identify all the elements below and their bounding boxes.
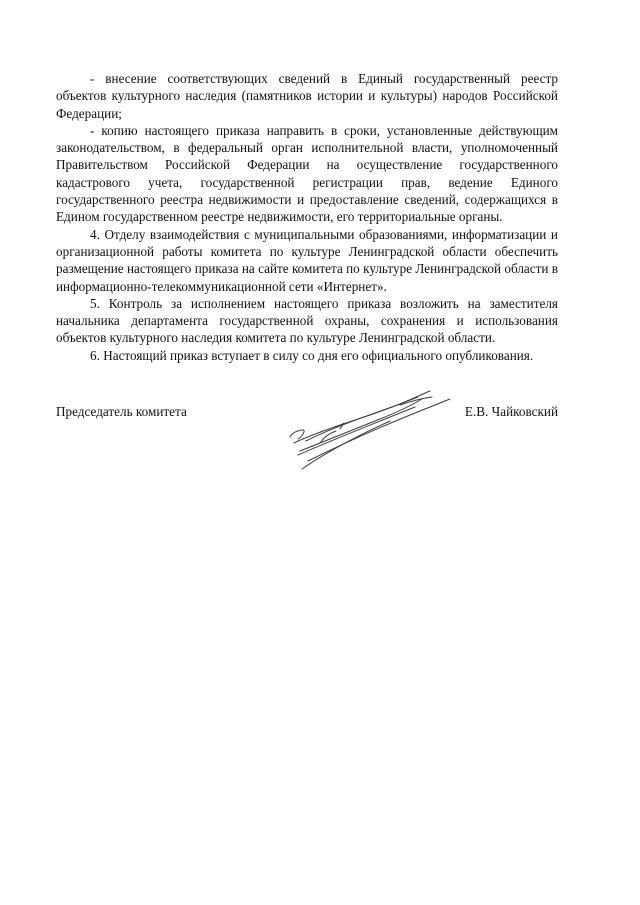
paragraph-item-4: 4. Отделу взаимодействия с муниципальными образованиями, информатизации и организационной работы комитета по культуре Ленинградской области обеспечить размещение настоящего приказа на сайте комитета по культуре Ленинградской области в информационно-телекоммуникационной сети «Интернет».: [56, 226, 558, 294]
paragraph-send-copy: - копию настоящего приказа направить в сроки, установленные действующим законодательством, в федеральный орган исполнительной власти, уполномоченный Правительством Российской Федерации на осуществление государственного кадастрового учета, государственной регистрации прав, ведение Единого государственного реестра недвижимости и предоставление сведений, содержащихся в Едином государственном реестре недвижимости, его территориальные органы.: [56, 122, 558, 225]
paragraph-registry-entry: - внесение соответствующих сведений в Единый государственный реестр объектов культурного наследия (памятников истории и культуры) народов Российской Федерации;: [56, 71, 558, 121]
handwritten-signature: [280, 385, 465, 475]
signatory-title: Председатель комитета: [56, 404, 187, 419]
paragraph-item-6: 6. Настоящий приказ вступает в силу со дня его официального опубликования.: [90, 347, 534, 363]
paragraph-item-5: 5. Контроль за исполнением настоящего приказа возложить на заместителя начальника департамента государственной охраны, сохранения и использования объектов культурного наследия комитета по культуре Ленинградской области.: [56, 295, 558, 346]
signatory-name: Е.В. Чайковский: [464, 404, 558, 419]
document-body: [56, 70, 558, 364]
